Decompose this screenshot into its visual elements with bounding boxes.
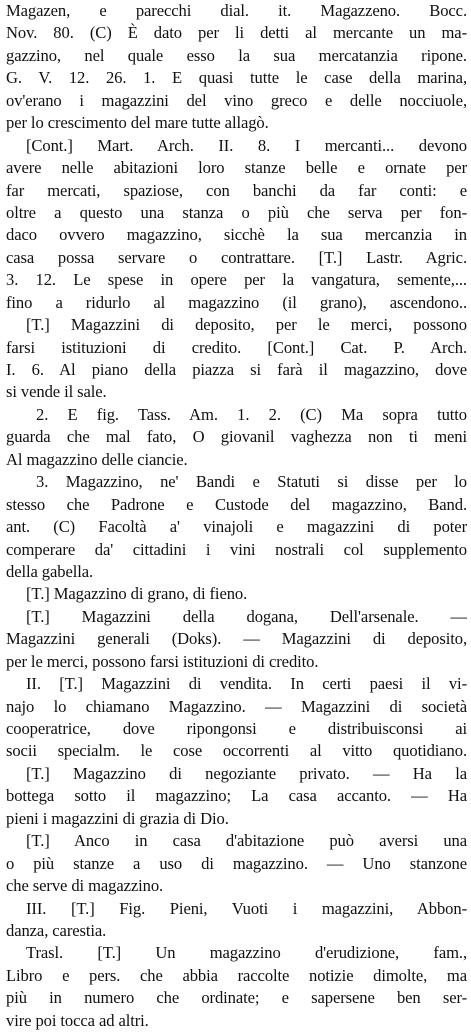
text-line: najo lo chiamano Magazzino. — Magazzini di società [6, 696, 467, 716]
text-line: Nov. 80. (C) È dato per li detti al mercante un ma- [6, 23, 467, 43]
text-line: ov'erano i magazzini del vino greco e delle nocciuole, [6, 90, 467, 110]
text-line: farsi istituzioni di credito. [Cont.] Cat. P. Arch. [6, 337, 467, 357]
text-line: pieni i magazzini di grazia di Dio. [6, 808, 229, 828]
text-line: [T.] Magazzino di negoziante privato. — Ha la [26, 763, 467, 783]
text-line: che serve di magazzino. [6, 876, 164, 896]
text-line: guarda che mal fato, O giovanil vaghezza non ti meni [6, 427, 467, 447]
text-line: Trasl. [T.] Un magazzino d'erudizione, fam., [26, 943, 467, 963]
text-line: 3. Magazzino, ne' Bandi e Statuti si disse per lo [36, 472, 467, 492]
text-line: far mercati, spaziose, con banchi da far conti: e [6, 180, 467, 200]
text-line: danza, carestia. [6, 920, 107, 940]
text-line: gazzino, nel quale esso la sua mercatanzia ripone. [6, 45, 467, 65]
text-line: daco ovvero magazzino, sicchè la sua mercanzia in [6, 225, 467, 245]
text-line: [T.] Magazzini della dogana, Dell'arsenale. — [26, 606, 467, 626]
text-line: 3. 12. Le spese in opere per la vangatura, semente,... [6, 270, 467, 290]
text-line: [T.] Magazzino di grano, di fieno. [26, 584, 248, 604]
text-line: per le merci, possono farsi istituzioni di credito. [6, 651, 319, 671]
text-line: [Cont.] Mart. Arch. II. 8. I mercanti... devono [26, 135, 467, 155]
text-line: II. [T.] Magazzini di vendita. In certi paesi il vi- [26, 674, 467, 694]
text-line: avere nelle abitazioni loro stanze belle e ornate per [6, 158, 467, 178]
text-line: oltre a questo una stanza o più che serva per fon- [6, 202, 467, 222]
text-line: Al magazzino delle ciancie. [6, 449, 188, 469]
text-line: o più stanze a uso di magazzino. — Uno stanzone [6, 853, 467, 873]
text-line: stesso che Padrone e Custode del magazzino, Band. [6, 494, 467, 514]
text-line: ant. (C) Facoltà a' vinajoli e magazzini di poter [6, 517, 467, 537]
text-line: Magazen, e parecchi dial. it. Magazzeno. Bocc. [6, 1, 467, 20]
text-line: vire poi tocca ad altri. [6, 1010, 149, 1030]
text-line: per lo crescimento del mare tutte allagò. [6, 113, 269, 133]
text-line: fino a ridurlo al magazzino (il grano), ascendono.. [6, 292, 467, 312]
text-line: Magazzini generali (Doks). — Magazzini di deposito, [6, 629, 467, 649]
text-line: [T.] Anco in casa d'abitazione può aversi una [26, 831, 467, 851]
text-line: III. [T.] Fig. Pieni, Vuoti i magazzini, Abbon- [26, 898, 467, 918]
text-line: G. V. 12. 26. 1. E quasi tutte le case della marina, [6, 68, 467, 88]
text-line: 2. E fig. Tass. Am. 1. 2. (C) Ma sopra tutto [36, 404, 467, 424]
text-line: [T.] Magazzini di deposito, per le merci, possono [26, 315, 467, 335]
text-line: I. 6. Al piano della piazza si farà il magazzino, dove [6, 360, 467, 379]
text-line: della gabella. [6, 561, 94, 581]
text-line: socii specialm. le cose occorrenti al vitto quotidiano. [6, 741, 467, 761]
text-line: bottega sotto il magazzino; La casa accanto. — Ha [6, 786, 467, 806]
text-line: si vende il sale. [6, 382, 107, 402]
text-line: più in numero che ordinate; e sapersene ben ser- [6, 988, 467, 1008]
text-line: cooperatrice, dove ripongonsi e distribuisconsi ai [6, 719, 467, 738]
text-line: casa possa servare o contrattare. [T.] Lastr. Agric. [6, 247, 467, 267]
text-line: comperare da' cittadini i vini nostrali col supplemento [6, 539, 467, 559]
text-line: Libro e pers. che abbia raccolte notizie dimolte, ma [6, 965, 467, 985]
